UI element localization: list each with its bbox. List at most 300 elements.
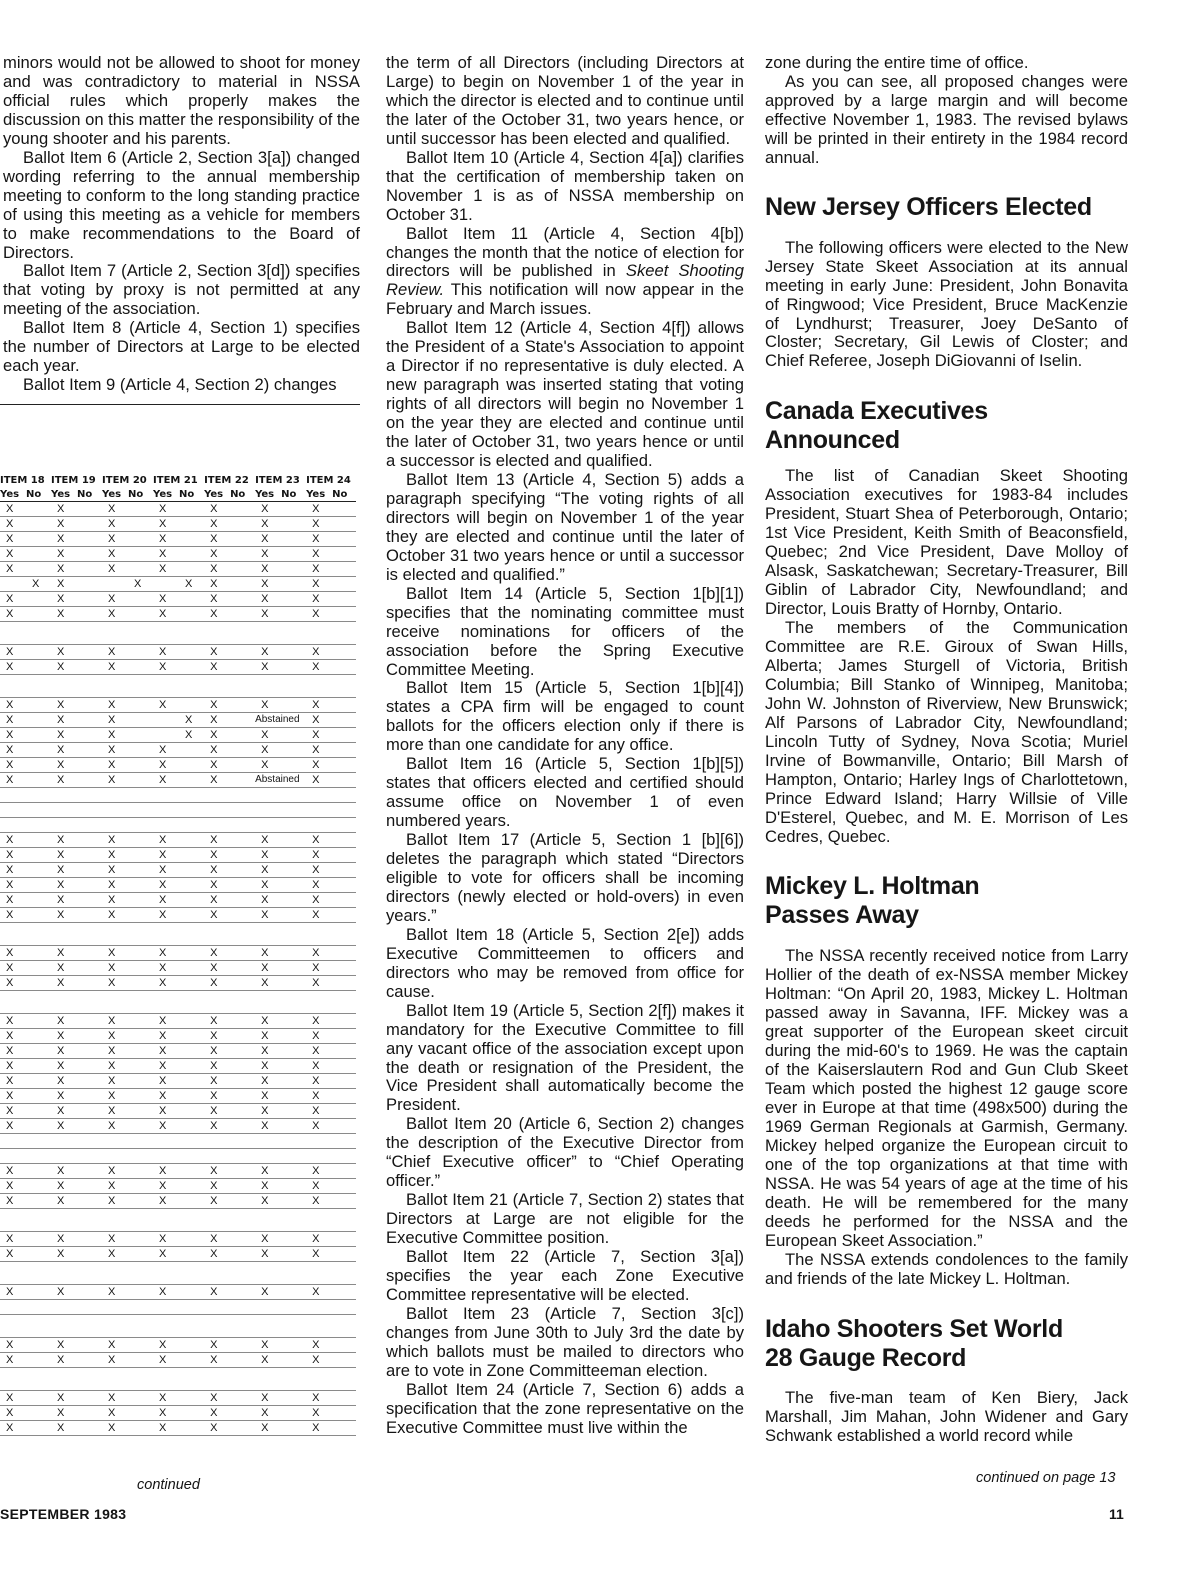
- table-cell: [332, 660, 356, 675]
- table-cell: X: [306, 592, 332, 607]
- table-cell: [281, 532, 306, 547]
- table-cell: X: [255, 728, 281, 743]
- ballot-item-15-paragraph: Ballot Item 15 (Article 5, Section 1[b][4]) states a CPA firm will be engaged to count ballots for the officers election only if there is more than one candidate for any office.: [386, 678, 744, 755]
- table-cell: [230, 592, 255, 607]
- table-cell: X: [51, 1104, 77, 1119]
- table-cell: [332, 946, 356, 961]
- table-spacer-cell: [0, 923, 356, 946]
- canada-heading-line-1: Canada Executives: [765, 397, 988, 426]
- table-cell: [230, 660, 255, 675]
- table-cell: X: [255, 878, 281, 893]
- table-cell: X: [204, 547, 230, 562]
- table-cell: X: [204, 1014, 230, 1029]
- table-cell: [128, 758, 153, 773]
- page-number: 11: [1109, 1506, 1124, 1522]
- table-cell: [26, 547, 51, 562]
- table-cell: [179, 833, 204, 848]
- table-cell: X: [0, 660, 26, 675]
- table-cell: X: [204, 1104, 230, 1119]
- table-cell: [281, 1194, 306, 1209]
- table-cell: [332, 893, 356, 908]
- table-continued-label: continued: [137, 1477, 200, 1493]
- table-cell: [332, 878, 356, 893]
- table-cell: [179, 863, 204, 878]
- table-cell: X: [306, 1179, 332, 1194]
- table-cell: [332, 645, 356, 660]
- table-cell: [179, 976, 204, 991]
- table-cell: X: [255, 1247, 281, 1262]
- table-cell: [77, 976, 102, 991]
- table-cell: [332, 1353, 356, 1368]
- table-cell: X: [102, 645, 128, 660]
- table-row: [0, 1044, 356, 1059]
- ballot-item-7-paragraph: Ballot Item 7 (Article 2, Section 3[d]) specifies that voting by proxy is not permitted at any meeting of the association.: [3, 261, 360, 319]
- table-cell: [281, 833, 306, 848]
- table-cell: X: [51, 961, 77, 976]
- table-cell: [230, 863, 255, 878]
- table-cell: [128, 592, 153, 607]
- table-cell: [230, 1338, 255, 1353]
- table-cell: X: [306, 833, 332, 848]
- table-cell: X: [102, 773, 128, 788]
- table-cell: [77, 577, 102, 592]
- table-cell: X: [0, 833, 26, 848]
- idaho-paragraph: The five-man team of Ken Biery, Jack Marshall, Jim Mahan, John Widener and Gary Schwank established a world record while: [765, 1387, 1128, 1445]
- table-cell: [179, 547, 204, 562]
- table-cell: [179, 773, 204, 788]
- table-cell: X: [179, 728, 204, 743]
- table-cell: [332, 1338, 356, 1353]
- table-cell: X: [255, 961, 281, 976]
- table-cell: [179, 1353, 204, 1368]
- table-cell: [77, 1406, 102, 1421]
- table-cell: [26, 1406, 51, 1421]
- table-cell: [77, 1421, 102, 1436]
- table-cell: X: [255, 833, 281, 848]
- table-cell: [281, 1014, 306, 1029]
- table-cell: [332, 1029, 356, 1044]
- table-cell: [179, 532, 204, 547]
- table-cell: X: [102, 1059, 128, 1074]
- table-cell: X: [306, 1119, 332, 1134]
- table-cell: X: [102, 1247, 128, 1262]
- table-cell: [153, 577, 179, 592]
- table-cell: [281, 1338, 306, 1353]
- table-cell: [128, 1164, 153, 1179]
- table-cell: X: [306, 562, 332, 577]
- table-cell: X: [153, 532, 179, 547]
- table-cell: [230, 577, 255, 592]
- table-cell: X: [204, 1353, 230, 1368]
- table-cell: X: [153, 1338, 179, 1353]
- table-cell: X: [102, 1406, 128, 1421]
- table-row: [0, 1104, 356, 1119]
- table-cell: [77, 1164, 102, 1179]
- table-cell: [128, 1104, 153, 1119]
- table-cell: X: [51, 728, 77, 743]
- table-cell: [128, 517, 153, 532]
- table-cell: [230, 1391, 255, 1406]
- table-cell: [128, 908, 153, 923]
- table-cell: [281, 1406, 306, 1421]
- table-cell: [179, 848, 204, 863]
- table-cell: X: [153, 833, 179, 848]
- table-cell: X: [0, 1089, 26, 1104]
- table-cell: [230, 517, 255, 532]
- table-cell: X: [51, 743, 77, 758]
- item-header: ITEM 23: [255, 474, 300, 486]
- table-cell: X: [204, 976, 230, 991]
- table-cell: X: [204, 713, 230, 728]
- table-cell: X: [306, 1232, 332, 1247]
- table-cell: [332, 502, 356, 517]
- table-cell: [179, 1074, 204, 1089]
- table-row: [0, 878, 356, 893]
- table-cell: [230, 833, 255, 848]
- table-cell: [281, 547, 306, 562]
- table-cell: X: [306, 517, 332, 532]
- table-cell: [281, 1089, 306, 1104]
- table-cell: X: [102, 1164, 128, 1179]
- table-cell: X: [204, 893, 230, 908]
- table-spacer-cell: [0, 675, 356, 698]
- table-cell: [26, 773, 51, 788]
- table-cell: [281, 1285, 306, 1300]
- table-cell: X: [51, 976, 77, 991]
- table-cell: X: [153, 1353, 179, 1368]
- table-cell: X: [0, 1406, 26, 1421]
- table-cell: [281, 946, 306, 961]
- table-cell: X: [51, 1179, 77, 1194]
- no-header: No: [128, 487, 153, 502]
- table-cell: [230, 1104, 255, 1119]
- table-cell: X: [255, 698, 281, 713]
- table-cell: X: [204, 1164, 230, 1179]
- table-cell: X: [153, 592, 179, 607]
- table-cell: X: [306, 547, 332, 562]
- table-cell: X: [255, 660, 281, 675]
- table-cell: [77, 758, 102, 773]
- table-cell: [230, 1044, 255, 1059]
- idaho-heading-line-2: 28 Gauge Record: [765, 1343, 967, 1372]
- table-cell: X: [153, 645, 179, 660]
- table-cell: [179, 878, 204, 893]
- table-cell: [281, 562, 306, 577]
- table-cell: X: [255, 1285, 281, 1300]
- table-cell: X: [0, 976, 26, 991]
- table-row: [0, 1089, 356, 1104]
- table-row: [0, 1421, 356, 1436]
- table-cell: X: [102, 1179, 128, 1194]
- table-cell: X: [204, 1247, 230, 1262]
- table-cell: X: [51, 562, 77, 577]
- table-cell: X: [51, 893, 77, 908]
- table-spacer-cell: [0, 1149, 356, 1164]
- ballot-item-12-paragraph: Ballot Item 12 (Article 4, Section 4[f]) allows the President of a State's Association to appoint a Director if no representative is duly elected. A new paragraph was inserted stating that voting rights of all directors will begin no November 1 on the year they are elected and continue until the later of October 31, two years hence or until a successor is elected and qualified.: [386, 318, 744, 471]
- table-cell: X: [51, 517, 77, 532]
- item-header: ITEM 24: [306, 474, 351, 486]
- table-spacer-row: [0, 1134, 356, 1149]
- table-cell: [26, 1014, 51, 1029]
- table-cell: [26, 893, 51, 908]
- table-cell: X: [255, 1029, 281, 1044]
- table-cell: X: [102, 848, 128, 863]
- table-cell: [77, 1179, 102, 1194]
- table-row: [0, 1014, 356, 1029]
- table-cell: X: [306, 1104, 332, 1119]
- table-cell: X: [153, 1179, 179, 1194]
- table-cell: [26, 713, 51, 728]
- table-cell: [128, 1421, 153, 1436]
- table-cell: [26, 946, 51, 961]
- table-cell: X: [306, 1406, 332, 1421]
- table-cell: [26, 1338, 51, 1353]
- table-cell: [230, 743, 255, 758]
- table-cell: X: [306, 1044, 332, 1059]
- table-cell: X: [102, 502, 128, 517]
- table-cell: [230, 976, 255, 991]
- table-cell: X: [255, 1104, 281, 1119]
- table-cell: X: [255, 1044, 281, 1059]
- table-cell: X: [0, 946, 26, 961]
- table-cell: [332, 713, 356, 728]
- table-cell: [128, 532, 153, 547]
- table-cell: X: [306, 908, 332, 923]
- table-cell: [230, 758, 255, 773]
- table-cell: X: [0, 728, 26, 743]
- table-cell: [128, 645, 153, 660]
- table-cell: [26, 1194, 51, 1209]
- table-cell: [332, 1119, 356, 1134]
- table-cell: [281, 1164, 306, 1179]
- table-cell: X: [51, 607, 77, 622]
- table-cell: [179, 758, 204, 773]
- table-cell: [281, 1104, 306, 1119]
- table-cell: X: [153, 1406, 179, 1421]
- table-cell: [230, 878, 255, 893]
- table-row: [0, 1406, 356, 1421]
- table-cell: X: [51, 577, 77, 592]
- table-cell: X: [153, 1119, 179, 1134]
- issue-date: SEPTEMBER 1983: [0, 1506, 127, 1522]
- table-cell: X: [102, 961, 128, 976]
- table-cell: [77, 1044, 102, 1059]
- table-cell: [281, 1179, 306, 1194]
- table-cell: X: [255, 1421, 281, 1436]
- table-cell: X: [204, 728, 230, 743]
- table-cell: [26, 592, 51, 607]
- table-cell: X: [0, 1338, 26, 1353]
- table-cell: X: [102, 660, 128, 675]
- table-cell: X: [306, 961, 332, 976]
- publication-title: Skeet Shooting Review.: [386, 261, 744, 300]
- table-row: [0, 946, 356, 961]
- table-spacer-row: [0, 923, 356, 946]
- table-cell: [26, 532, 51, 547]
- table-cell: X: [102, 728, 128, 743]
- table-cell: X: [255, 547, 281, 562]
- table-cell: X: [51, 1059, 77, 1074]
- table-cell: X: [0, 1421, 26, 1436]
- table-cell: X: [255, 1232, 281, 1247]
- table-cell: [128, 562, 153, 577]
- table-cell: [26, 1391, 51, 1406]
- table-cell: X: [204, 863, 230, 878]
- table-cell: [128, 1338, 153, 1353]
- table-cell: [230, 728, 255, 743]
- table-cell: Abstained: [255, 713, 306, 728]
- table-cell: [281, 502, 306, 517]
- table-cell: X: [51, 773, 77, 788]
- no-header: No: [332, 487, 356, 502]
- table-cell: [332, 1421, 356, 1436]
- table-cell: [77, 1014, 102, 1029]
- column-2: [386, 54, 744, 1438]
- table-cell: X: [102, 1391, 128, 1406]
- table-cell: [179, 562, 204, 577]
- table-cell: X: [102, 1014, 128, 1029]
- table-cell: X: [51, 1285, 77, 1300]
- ballot-item-10-paragraph: Ballot Item 10 (Article 4, Section 4[a]) clarifies that the certification of membership taken on November 1 is as of NSSA membership on October 31.: [386, 147, 744, 224]
- table-row: [0, 863, 356, 878]
- table-spacer-row: [0, 803, 356, 818]
- table-cell: [77, 517, 102, 532]
- table-cell: [77, 1285, 102, 1300]
- table-cell: [179, 1232, 204, 1247]
- table-cell: X: [102, 863, 128, 878]
- table-cell: X: [255, 1338, 281, 1353]
- table-row: [0, 607, 356, 622]
- table-cell: [179, 1391, 204, 1406]
- table-cell: X: [51, 848, 77, 863]
- table-cell: [179, 502, 204, 517]
- table-cell: X: [306, 946, 332, 961]
- table-cell: X: [306, 1247, 332, 1262]
- table-cell: X: [0, 908, 26, 923]
- table-cell: [77, 1074, 102, 1089]
- table-cell: [281, 1421, 306, 1436]
- table-body: [0, 502, 356, 1436]
- table-cell: [77, 645, 102, 660]
- table-cell: X: [102, 743, 128, 758]
- table-cell: X: [102, 607, 128, 622]
- table-cell: X: [153, 893, 179, 908]
- table-cell: [77, 1119, 102, 1134]
- table-cell: [128, 848, 153, 863]
- table-cell: X: [306, 1014, 332, 1029]
- table-cell: [128, 976, 153, 991]
- table-cell: X: [255, 743, 281, 758]
- table-spacer-cell: [0, 1262, 356, 1285]
- table-row: [0, 848, 356, 863]
- table-cell: X: [153, 758, 179, 773]
- divider-rule: [0, 404, 360, 405]
- yes-header: Yes: [306, 487, 332, 502]
- table-cell: X: [102, 878, 128, 893]
- table-cell: X: [204, 1059, 230, 1074]
- table-cell: X: [51, 908, 77, 923]
- table-header-row: [0, 473, 356, 487]
- table-cell: X: [255, 863, 281, 878]
- table-cell: X: [0, 1247, 26, 1262]
- table-cell: [179, 1247, 204, 1262]
- table-cell: X: [255, 1353, 281, 1368]
- table-cell: X: [255, 607, 281, 622]
- table-cell: [77, 607, 102, 622]
- table-cell: [128, 713, 153, 728]
- table-cell: [128, 698, 153, 713]
- table-cell: X: [51, 592, 77, 607]
- table-cell: [179, 1285, 204, 1300]
- table-cell: [281, 758, 306, 773]
- table-cell: [230, 1353, 255, 1368]
- table-cell: X: [255, 758, 281, 773]
- table-cell: X: [51, 1421, 77, 1436]
- table-cell: [332, 728, 356, 743]
- table-cell: [332, 1059, 356, 1074]
- table-cell: [77, 1247, 102, 1262]
- table-cell: [128, 1391, 153, 1406]
- table-cell: [179, 1179, 204, 1194]
- table-row: [0, 645, 356, 660]
- table-cell: X: [153, 660, 179, 675]
- table-cell: [332, 698, 356, 713]
- table-cell: X: [153, 1089, 179, 1104]
- table-cell: X: [255, 893, 281, 908]
- table-row: [0, 1232, 356, 1247]
- table-cell: X: [306, 1029, 332, 1044]
- table-cell: [179, 1104, 204, 1119]
- table-cell: X: [204, 758, 230, 773]
- table-cell: X: [153, 562, 179, 577]
- table-cell: [179, 698, 204, 713]
- table-cell: X: [153, 908, 179, 923]
- table-cell: [332, 547, 356, 562]
- table-cell: X: [0, 1044, 26, 1059]
- table-cell: X: [306, 893, 332, 908]
- table-cell: X: [255, 645, 281, 660]
- table-cell: X: [204, 908, 230, 923]
- table-cell: [128, 893, 153, 908]
- table-spacer-row: [0, 622, 356, 645]
- table-cell: X: [306, 1089, 332, 1104]
- table-spacer-row: [0, 1262, 356, 1285]
- table-cell: [179, 645, 204, 660]
- table-cell: X: [0, 1059, 26, 1074]
- table-cell: [128, 1194, 153, 1209]
- table-cell: [332, 758, 356, 773]
- table-spacer-cell: [0, 1368, 356, 1391]
- table-cell: [230, 1247, 255, 1262]
- table-cell: X: [0, 961, 26, 976]
- table-cell: X: [153, 1194, 179, 1209]
- table-cell: X: [306, 1338, 332, 1353]
- table-cell: [230, 1179, 255, 1194]
- table-cell: [230, 1285, 255, 1300]
- table-cell: [281, 1059, 306, 1074]
- table-cell: X: [0, 645, 26, 660]
- table-cell: [230, 607, 255, 622]
- table-cell: X: [102, 1285, 128, 1300]
- table-cell: X: [204, 592, 230, 607]
- no-header: No: [26, 487, 51, 502]
- table-cell: [77, 1353, 102, 1368]
- table-cell: [332, 1089, 356, 1104]
- table-cell: X: [204, 660, 230, 675]
- table-cell: X: [102, 946, 128, 961]
- ballot-item-23-paragraph: Ballot Item 23 (Article 7, Section 3[c]) changes from June 30th to July 3rd the date by which ballots must be mailed to directors who are to vote in Zone Committeeman election.: [386, 1303, 744, 1380]
- table-cell: X: [153, 1044, 179, 1059]
